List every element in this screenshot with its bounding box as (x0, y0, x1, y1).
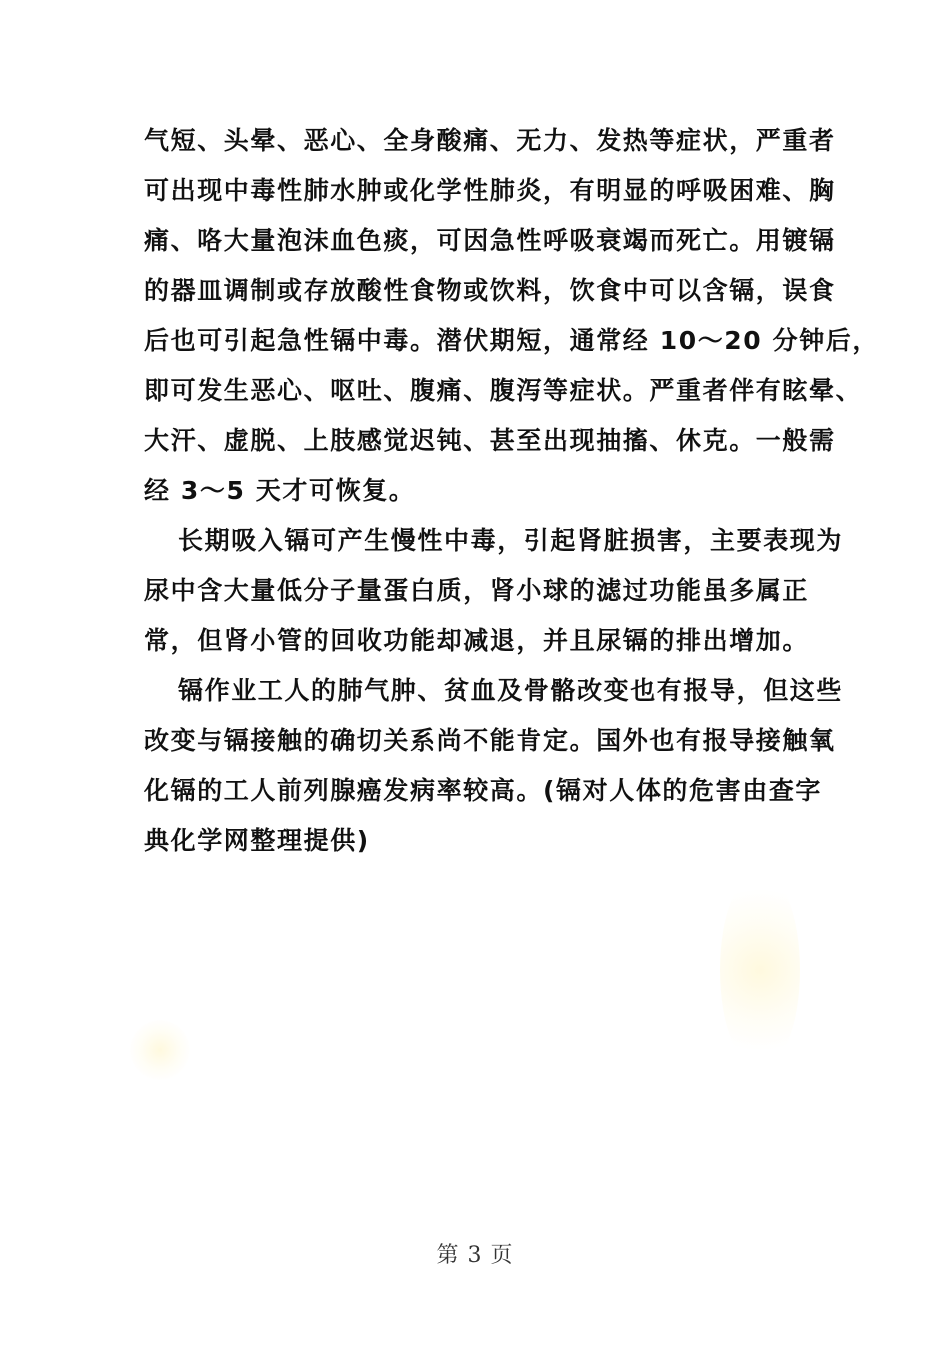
text-line: 化镉的工人前列腺癌发病率较高。(镉对人体的危害由查字 (144, 776, 823, 805)
text-line: 典化学网整理提供) (144, 826, 370, 855)
text-line: 镉作业工人的肺气肿、贫血及骨骼改变也有报导，但这些 (178, 676, 844, 705)
paper-stain (720, 870, 800, 1070)
text-line: 经 3～5 天才可恢复。 (144, 476, 416, 505)
text-line: 后也可引起急性镉中毒。潜伏期短，通常经 10～20 分钟后， (144, 326, 879, 355)
text-line: 的器皿调制或存放酸性食物或饮料，饮食中可以含镉，误食 (144, 276, 836, 305)
paper-stain (130, 1020, 190, 1080)
text-line: 痛、咯大量泡沫血色痰，可因急性呼吸衰竭而死亡。用镀镉 (144, 226, 836, 255)
text-line: 常，但肾小管的回收功能却减退，并且尿镉的排出增加。 (144, 626, 810, 655)
text-line: 改变与镉接触的确切关系尚不能肯定。国外也有报导接触氧 (144, 726, 836, 755)
text-line: 气短、头晕、恶心、全身酸痛、无力、发热等症状，严重者 (144, 126, 836, 155)
text-line: 长期吸入镉可产生慢性中毒，引起肾脏损害，主要表现为 (178, 526, 844, 555)
text-line: 即可发生恶心、呕吐、腹痛、腹泻等症状。严重者伴有眩晕、 (144, 376, 863, 405)
text-line: 大汗、虚脱、上肢感觉迟钝、甚至出现抽搐、休克。一般需 (144, 426, 836, 455)
text-line: 尿中含大量低分子量蛋白质，肾小球的滤过功能虽多属正 (144, 576, 810, 605)
text-line: 可出现中毒性肺水肿或化学性肺炎，有明显的呼吸困难、胸 (144, 176, 836, 205)
page-number: 第 3 页 (436, 1243, 514, 1268)
